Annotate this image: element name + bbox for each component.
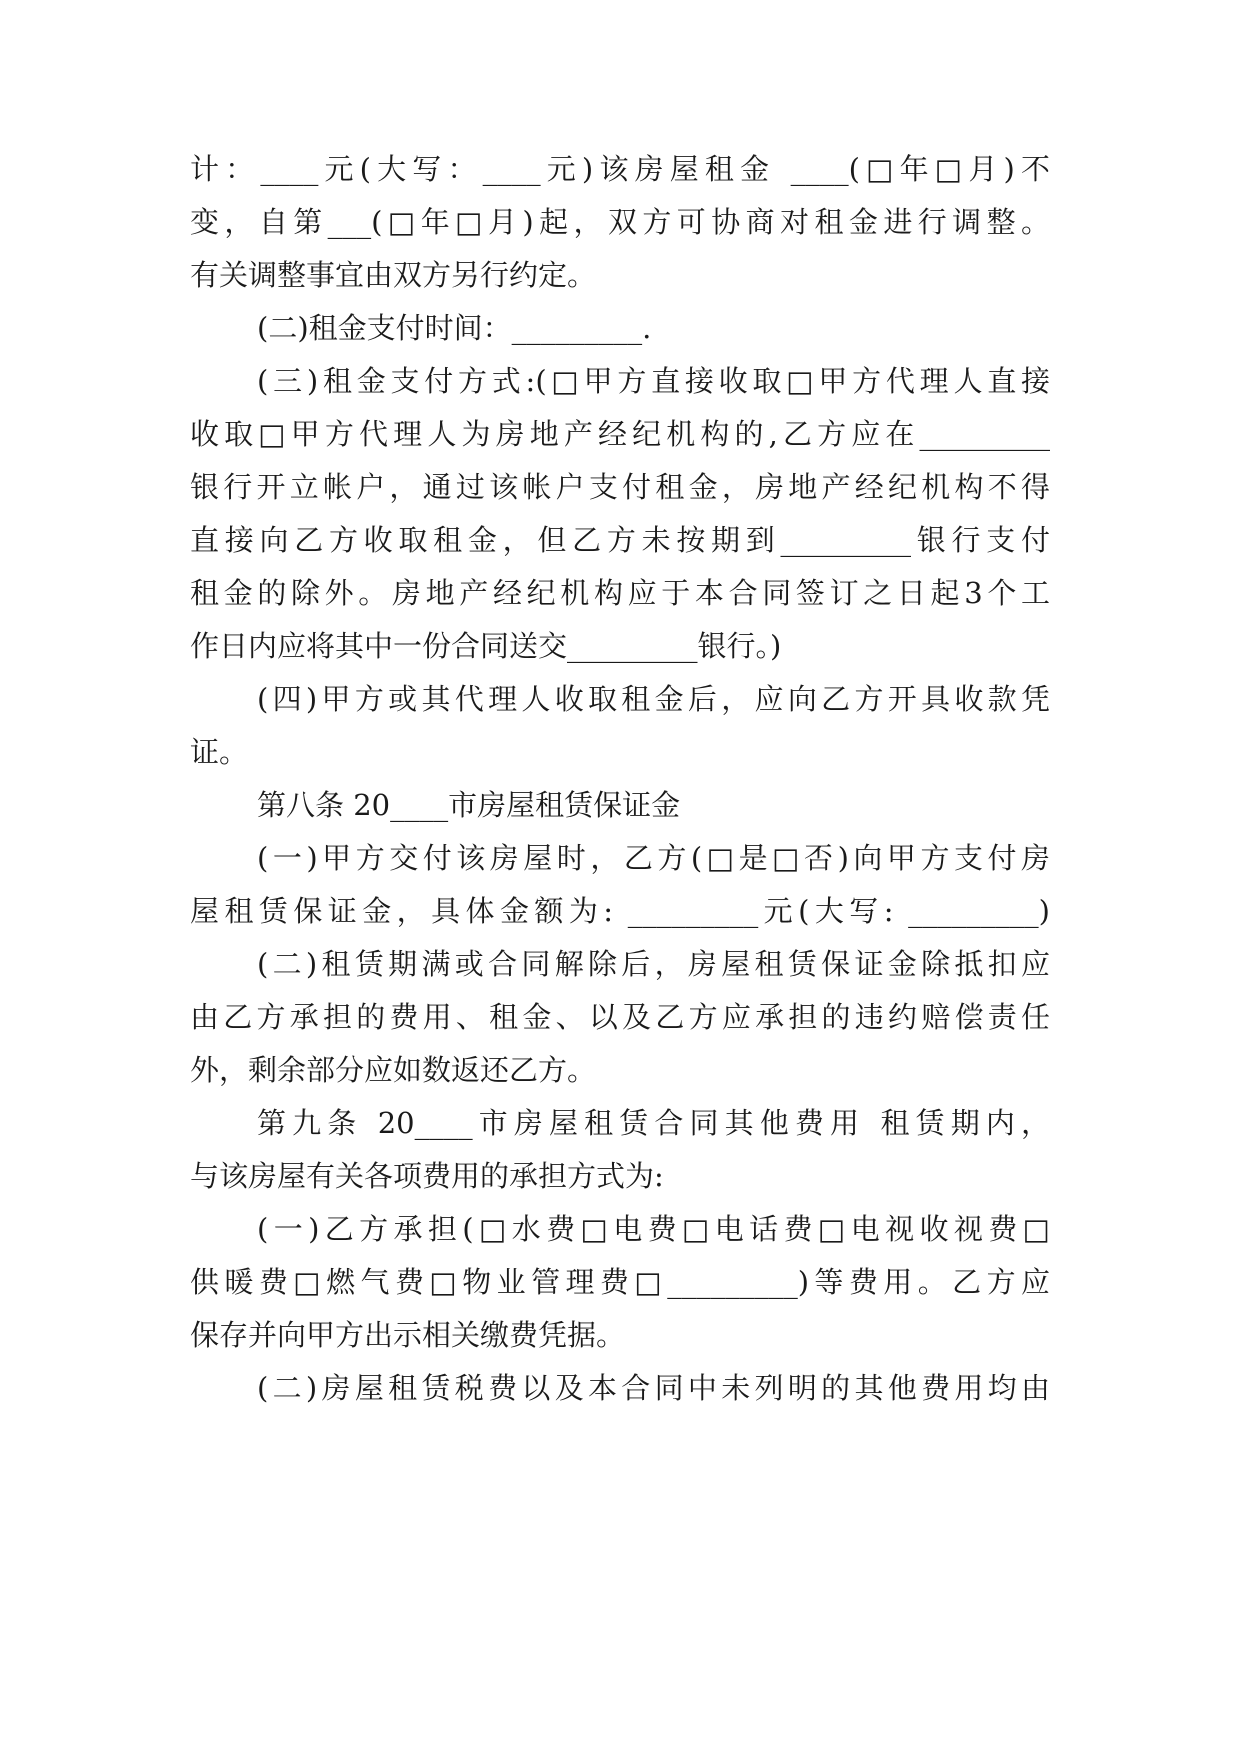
- text-line: 证。: [190, 735, 249, 769]
- text-line: 屋租赁保证金，具体金额为: _________元(大写: _________): [190, 894, 1050, 928]
- text-line: 外，剩余部分应如数返还乙方。: [190, 1053, 597, 1087]
- text-line: 与该房屋有关各项费用的承担方式为:: [190, 1159, 664, 1193]
- section-heading: 第八条 20____市房屋租赁保证金: [257, 788, 681, 822]
- section-heading: 第九条 20____市房屋租赁合同其他费用 租赁期内，: [257, 1106, 1050, 1140]
- text-line: 直接向乙方收取租金，但乙方未按期到_________银行支付: [190, 523, 1050, 557]
- text-line: 保存并向甲方出示相关缴费凭据。: [190, 1318, 626, 1352]
- text-line: (二)租金支付时间：_________.: [257, 311, 652, 345]
- text-line: 由乙方承担的费用、租金、以及乙方应承担的违约赔偿责任: [190, 1000, 1050, 1034]
- text-line: (四)甲方或其代理人收取租金后，应向乙方开具收款凭: [257, 682, 1050, 716]
- text-line: 变，自第___(□年□月)起，双方可协商对租金进行调整。: [190, 205, 1050, 239]
- text-line: 银行开立帐户，通过该帐户支付租金，房地产经纪机构不得: [190, 470, 1050, 504]
- text-line: (一)乙方承担(□水费□电费□电话费□电视收视费□: [257, 1212, 1050, 1246]
- text-line: (二)租赁期满或合同解除后，房屋租赁保证金除抵扣应: [257, 947, 1050, 981]
- text-line: 供暖费□燃气费□物业管理费□_________)等费用。乙方应: [190, 1265, 1050, 1299]
- text-line: 租金的除外。房地产经纪机构应于本合同签订之日起3个工: [190, 576, 1050, 610]
- text-line: 作日内应将其中一份合同送交_________银行。): [190, 629, 782, 663]
- text-line: 有关调整事宜由双方另行约定。: [190, 258, 597, 292]
- text-line: (二)房屋租赁税费以及本合同中未列明的其他费用均由: [257, 1371, 1050, 1405]
- text-line: 收取□甲方代理人为房地产经纪机构的,乙方应在_________: [190, 417, 1050, 451]
- text-line: (一)甲方交付该房屋时，乙方(□是□否)向甲方支付房: [257, 841, 1050, 875]
- text-line: (三)租金支付方式:(□甲方直接收取□甲方代理人直接: [257, 364, 1050, 398]
- text-line: 计：____元(大写：____元)该房屋租金 ____(□年□月)不: [190, 152, 1050, 186]
